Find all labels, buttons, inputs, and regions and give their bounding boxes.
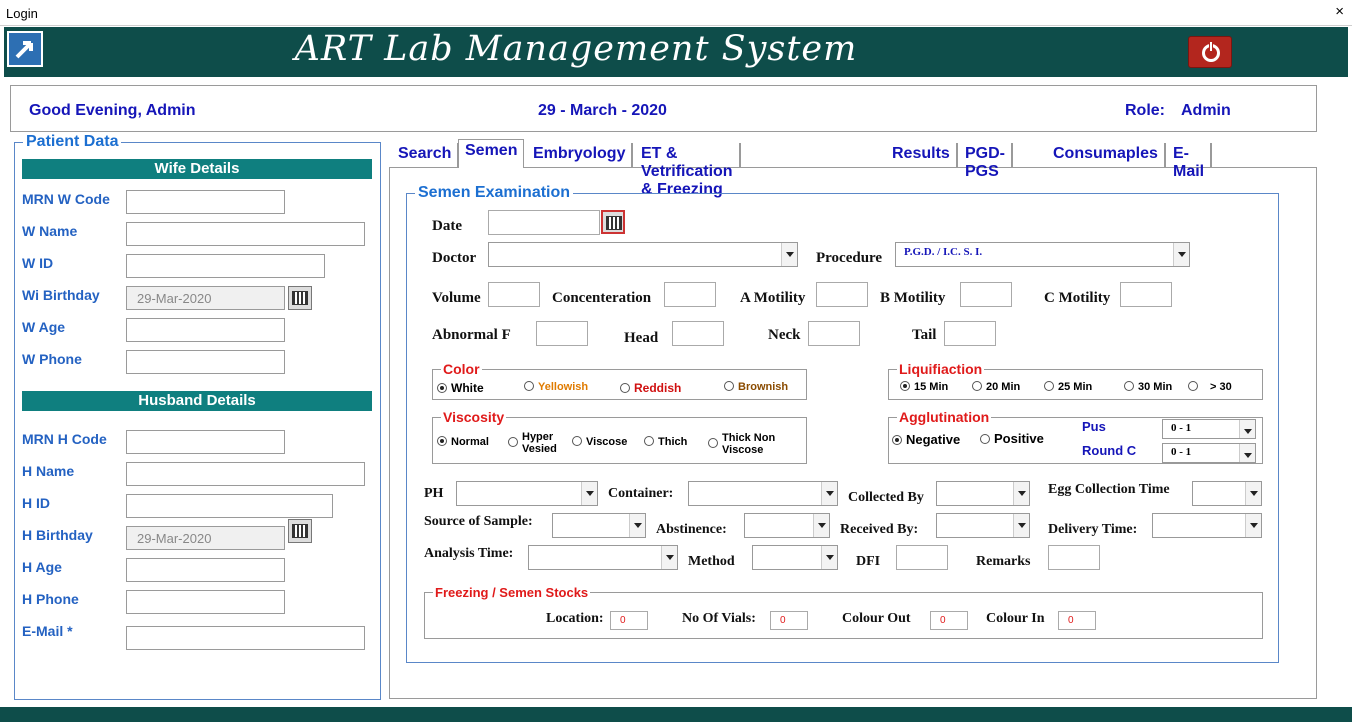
source-dropdown[interactable] (552, 513, 646, 538)
color-reddish-radio[interactable] (620, 381, 681, 395)
husband-details-header: Husband Details (22, 391, 372, 411)
viscosity-hyper-radio[interactable] (508, 431, 568, 455)
analysis-time-label: Analysis Time: (424, 546, 514, 561)
ph-dropdown[interactable] (456, 481, 598, 506)
chevron-down-icon (581, 482, 597, 505)
egg-collection-label: Egg Collection Time (1048, 482, 1170, 497)
viscosity-normal-label: Normal (451, 436, 489, 448)
liquifaction-legend: Liquifiaction (899, 361, 983, 377)
tab-et-vetrification-freezing[interactable]: ET & Vetrification & Freezing (635, 143, 741, 168)
abstinence-label: Abstinence: (656, 522, 727, 537)
source-label: Source of Sample: (424, 514, 533, 529)
container-label: Container: (608, 486, 674, 501)
colour-in-label: Colour In (986, 611, 1045, 626)
freezing-legend: Freezing / Semen Stocks (435, 585, 589, 600)
liquifaction-15-radio[interactable] (900, 381, 948, 393)
w-age-input[interactable] (126, 318, 285, 342)
h-name-input[interactable] (126, 462, 365, 486)
viscosity-legend: Viscosity (443, 409, 505, 425)
mrn-w-code-input[interactable] (126, 190, 285, 214)
viscosity-hyper-label: Hyper Vesied (522, 431, 557, 455)
pus-value: 0 - 1 (1171, 422, 1192, 434)
current-date: 29 - March - 2020 (538, 102, 667, 119)
mrn-h-code-label: MRN H Code (22, 431, 107, 447)
h-birthday-input[interactable]: 29-Mar-2020 (126, 526, 285, 550)
w-birthday-input[interactable]: 29-Mar-2020 (126, 286, 285, 310)
agglutination-legend: Agglutination (899, 409, 990, 425)
agglutination-positive-radio[interactable] (980, 431, 1044, 446)
chevron-down-icon (821, 482, 837, 505)
location-label: Location: (546, 611, 604, 626)
color-reddish-label: Reddish (634, 381, 682, 395)
footer-bar (0, 707, 1352, 722)
method-dropdown[interactable] (752, 545, 838, 570)
semen-examination-legend: Semen Examination (418, 184, 571, 201)
doctor-label: Doctor (432, 250, 477, 266)
liquifaction-25-radio[interactable] (1044, 381, 1092, 393)
tab-semen[interactable]: Semen (458, 139, 524, 168)
h-phone-label: H Phone (22, 591, 79, 607)
mrn-w-code-label: MRN W Code (22, 191, 110, 207)
procedure-label: Procedure (816, 250, 883, 266)
tab-embryology[interactable]: Embryology (527, 143, 633, 168)
viscosity-normal-radio[interactable] (437, 436, 489, 448)
concentration-label: Concenteration (552, 290, 652, 306)
liquifaction-30-label: 30 Min (1138, 381, 1173, 393)
method-label: Method (688, 554, 735, 569)
color-brownish-radio[interactable] (724, 381, 788, 393)
date-input[interactable] (488, 210, 600, 235)
neck-label: Neck (768, 327, 801, 343)
head-input[interactable] (672, 321, 724, 346)
agglutination-negative-label: Negative (906, 432, 961, 447)
liquifaction-25-label: 25 Min (1058, 381, 1093, 393)
w-age-label: W Age (22, 319, 66, 335)
neck-input[interactable] (808, 321, 860, 346)
tail-input[interactable] (944, 321, 996, 346)
chevron-down-icon (1173, 243, 1189, 266)
h-id-input[interactable] (126, 494, 333, 518)
remarks-label: Remarks (976, 554, 1031, 569)
chevron-down-icon (781, 243, 797, 266)
window-title: Login (6, 6, 38, 21)
round-c-dropdown[interactable] (1162, 443, 1256, 463)
w-id-label: W ID (22, 255, 54, 271)
dfi-input[interactable] (896, 545, 948, 570)
chevron-down-icon (1239, 420, 1255, 438)
liquifaction-30-radio[interactable] (1124, 381, 1172, 393)
app-logo-icon[interactable] (7, 31, 43, 67)
w-id-input[interactable] (126, 254, 325, 278)
chevron-down-icon (813, 514, 829, 537)
delivery-time-label: Delivery Time: (1048, 522, 1138, 537)
round-c-value: 0 - 1 (1171, 446, 1192, 458)
doctor-dropdown[interactable] (488, 242, 798, 267)
delivery-time-dropdown[interactable] (1152, 513, 1262, 538)
date-label: Date (432, 218, 462, 234)
viscosity-viscose-label: Viscose (586, 436, 628, 448)
tab-results[interactable]: Results (886, 143, 958, 168)
collected-by-dropdown[interactable] (936, 481, 1030, 506)
chevron-down-icon (1013, 482, 1029, 505)
h-phone-input[interactable] (126, 590, 285, 614)
procedure-dropdown[interactable] (895, 242, 1190, 267)
analysis-time-dropdown[interactable] (528, 545, 678, 570)
received-by-dropdown[interactable] (936, 513, 1030, 538)
viscosity-thich-radio[interactable] (644, 436, 687, 448)
agglutination-positive-label: Positive (994, 431, 1044, 446)
tab-search[interactable]: Search (392, 143, 459, 168)
calendar-icon[interactable] (288, 286, 312, 310)
egg-collection-dropdown[interactable] (1192, 481, 1262, 506)
pus-label: Pus (1082, 419, 1106, 434)
w-name-label: W Name (22, 223, 78, 239)
w-birthday-label: Wi Birthday (22, 287, 100, 303)
h-age-input[interactable] (126, 558, 285, 582)
role-value: Admin (1181, 102, 1231, 119)
h-age-label: H Age (22, 559, 62, 575)
liquifaction-15-label: 15 Min (914, 381, 949, 393)
color-white-radio[interactable] (437, 381, 484, 395)
ph-label: PH (424, 486, 444, 501)
liquifaction-over30-label: > 30 (1210, 381, 1232, 393)
tab-consumaples[interactable]: Consumaples (1047, 143, 1166, 168)
location-input[interactable]: 0 (610, 611, 648, 630)
tail-label: Tail (912, 327, 937, 343)
tab-pgd-pgs[interactable]: PGD-PGS (959, 143, 1013, 168)
procedure-value: P.G.D. / I.C. S. I. (904, 246, 983, 258)
head-label: Head (624, 330, 659, 346)
color-legend: Color (443, 361, 480, 377)
color-brownish-label: Brownish (738, 381, 789, 393)
app-title: ART Lab Management System (294, 29, 858, 69)
chevron-down-icon (661, 546, 677, 569)
color-yellowish-label: Yellowish (538, 381, 589, 393)
viscosity-thick-non-radio[interactable] (708, 432, 798, 456)
c-motility-input[interactable] (1120, 282, 1172, 307)
tab-email[interactable]: E-Mail (1167, 143, 1212, 168)
chevron-down-icon (1239, 444, 1255, 462)
h-name-label: H Name (22, 463, 75, 479)
wife-details-header: Wife Details (22, 159, 372, 179)
b-motility-input[interactable] (960, 282, 1012, 307)
dfi-label: DFI (856, 554, 881, 569)
b-motility-label: B Motility (880, 290, 946, 306)
concentration-input[interactable] (664, 282, 716, 307)
chevron-down-icon (629, 514, 645, 537)
viscosity-viscose-radio[interactable] (572, 436, 627, 448)
power-icon[interactable] (1188, 36, 1232, 68)
w-name-input[interactable] (126, 222, 365, 246)
collected-by-label: Collected By (848, 490, 924, 505)
h-id-label: H ID (22, 495, 50, 511)
volume-input[interactable] (488, 282, 540, 307)
c-motility-label: C Motility (1044, 290, 1111, 306)
container-dropdown[interactable] (688, 481, 838, 506)
chevron-down-icon (1245, 514, 1261, 537)
a-motility-input[interactable] (816, 282, 868, 307)
mrn-h-code-input[interactable] (126, 430, 285, 454)
email-label: E-Mail * (22, 623, 73, 639)
w-phone-label: W Phone (22, 351, 82, 367)
liquifaction-20-label: 20 Min (986, 381, 1021, 393)
patient-data-legend: Patient Data (26, 133, 119, 150)
colour-out-input[interactable]: 0 (930, 611, 968, 630)
vials-input[interactable]: 0 (770, 611, 808, 630)
abnormal-label: Abnormal F (432, 327, 511, 343)
color-white-label: White (451, 381, 484, 395)
colour-out-label: Colour Out (842, 611, 911, 626)
chevron-down-icon (1245, 482, 1261, 505)
window-titlebar (0, 0, 1352, 26)
abstinence-dropdown[interactable] (744, 513, 830, 538)
received-by-label: Received By: (840, 522, 919, 537)
liquifaction-20-radio[interactable] (972, 381, 1020, 393)
colour-in-input[interactable]: 0 (1058, 611, 1096, 630)
vials-label: No Of Vials: (682, 611, 756, 626)
calendar-icon[interactable] (288, 519, 312, 543)
greeting-text: Good Evening, Admin (29, 102, 196, 119)
abnormal-input[interactable] (536, 321, 588, 346)
pus-dropdown[interactable] (1162, 419, 1256, 439)
chevron-down-icon (1013, 514, 1029, 537)
w-phone-input[interactable] (126, 350, 285, 374)
role-label: Role: (1125, 102, 1165, 119)
chevron-down-icon (821, 546, 837, 569)
color-yellowish-radio[interactable] (524, 381, 588, 393)
remarks-input[interactable] (1048, 545, 1100, 570)
liquifaction-over30-radio[interactable] (1188, 381, 1232, 393)
a-motility-label: A Motility (740, 290, 806, 306)
agglutination-negative-radio[interactable] (892, 432, 960, 447)
calendar-icon[interactable] (601, 210, 625, 234)
close-icon[interactable]: × (1335, 3, 1344, 20)
viscosity-thick-non-label: Thick Non Viscose (722, 432, 776, 456)
info-bar (10, 85, 1317, 132)
viscosity-thich-label: Thich (658, 436, 688, 448)
h-birthday-label: H Birthday (22, 527, 93, 543)
volume-label: Volume (432, 290, 481, 306)
email-input[interactable] (126, 626, 365, 650)
app-header (4, 27, 1348, 77)
round-c-label: Round C (1082, 443, 1137, 458)
patient-data-panel (14, 133, 381, 700)
